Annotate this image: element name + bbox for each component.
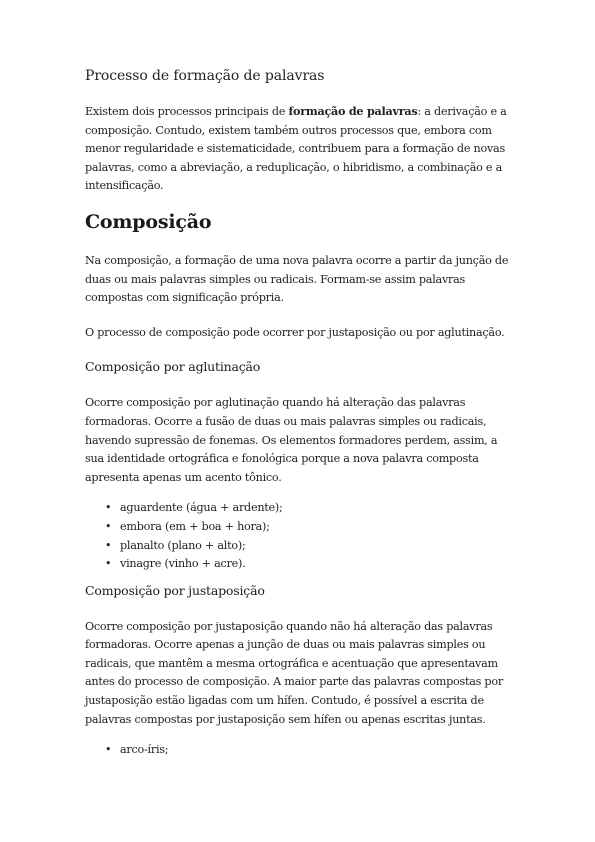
- intro-bold-term: formação de palavras: [288, 104, 418, 118]
- justaposicao-paragraph: Ocorre composição por justaposição quando não há alteração das palavras formadoras. Ocorre apenas a junção de duas ou mais palavras simples ou radicais, que mantêm a mesma ortográfica e acentuação que apresentavam antes do processo de composição. A maior parte das palavras compostas por justaposição estão ligadas com um hífen. Contudo, é possível a escrita de palavras compostas por justaposição sem hífen ou apenas escritas juntas.: [85, 619, 503, 726]
- intro-text-end: : a derivação e a composição. Contudo, existem também outros processos que, embora com menor regularidade e sistematicidade, contribuem para a formação de novas palavras, como a abreviação, a reduplicação, o hibridismo, a combinação e a intensificação.: [85, 105, 507, 193]
- spacer: [85, 342, 515, 358]
- aglutinacao-examples-block: [85, 499, 515, 573]
- aglutinacao-examples-list: [85, 499, 515, 573]
- spacer: [85, 308, 515, 324]
- list-item: • aguardente (água + ardente);: [105, 499, 515, 518]
- composicao-definition-paragraph: Na composição, a formação de uma nova palavra ocorre a partir da junção de duas ou mais palavras simples ou radicais. Formam-se assim palavras compostas com significação própria.: [85, 253, 509, 305]
- list-item: • arco-íris;: [105, 741, 515, 760]
- subheading-justaposicao: Composição por justaposição: [85, 582, 265, 598]
- composicao-process-paragraph: O processo de composição pode ocorrer por justaposição ou por aglutinação.: [85, 325, 505, 339]
- subheading-aglutinacao: Composição por aglutinação: [85, 359, 261, 375]
- list-item: • planalto (plano + alto);: [105, 537, 515, 556]
- document-page: [85, 66, 515, 768]
- justaposicao-examples-block: [85, 741, 515, 760]
- intro-paragraph: [85, 102, 515, 196]
- list-item: • vinagre (vinho + acre).: [105, 555, 515, 574]
- intro-text-start: Existem dois processos principais de: [85, 105, 289, 118]
- list-item: • embora (em + boa + hora);: [105, 518, 515, 537]
- aglutinacao-paragraph: Ocorre composição por aglutinação quando há alteração das palavras formadoras. Ocorre a fusão de duas ou mais palavras simples ou radicais, havendo supressão de fonemas. Os elementos formadores perdem, assim, a sua identidade ortográfica e fonológica porque a nova palavra composta apresenta apenas um acento tônico.: [85, 396, 498, 484]
- section-heading-composicao: Composição: [85, 210, 212, 233]
- document-title: Processo de formação de palavras: [85, 68, 325, 84]
- justaposicao-examples-list: [85, 741, 515, 760]
